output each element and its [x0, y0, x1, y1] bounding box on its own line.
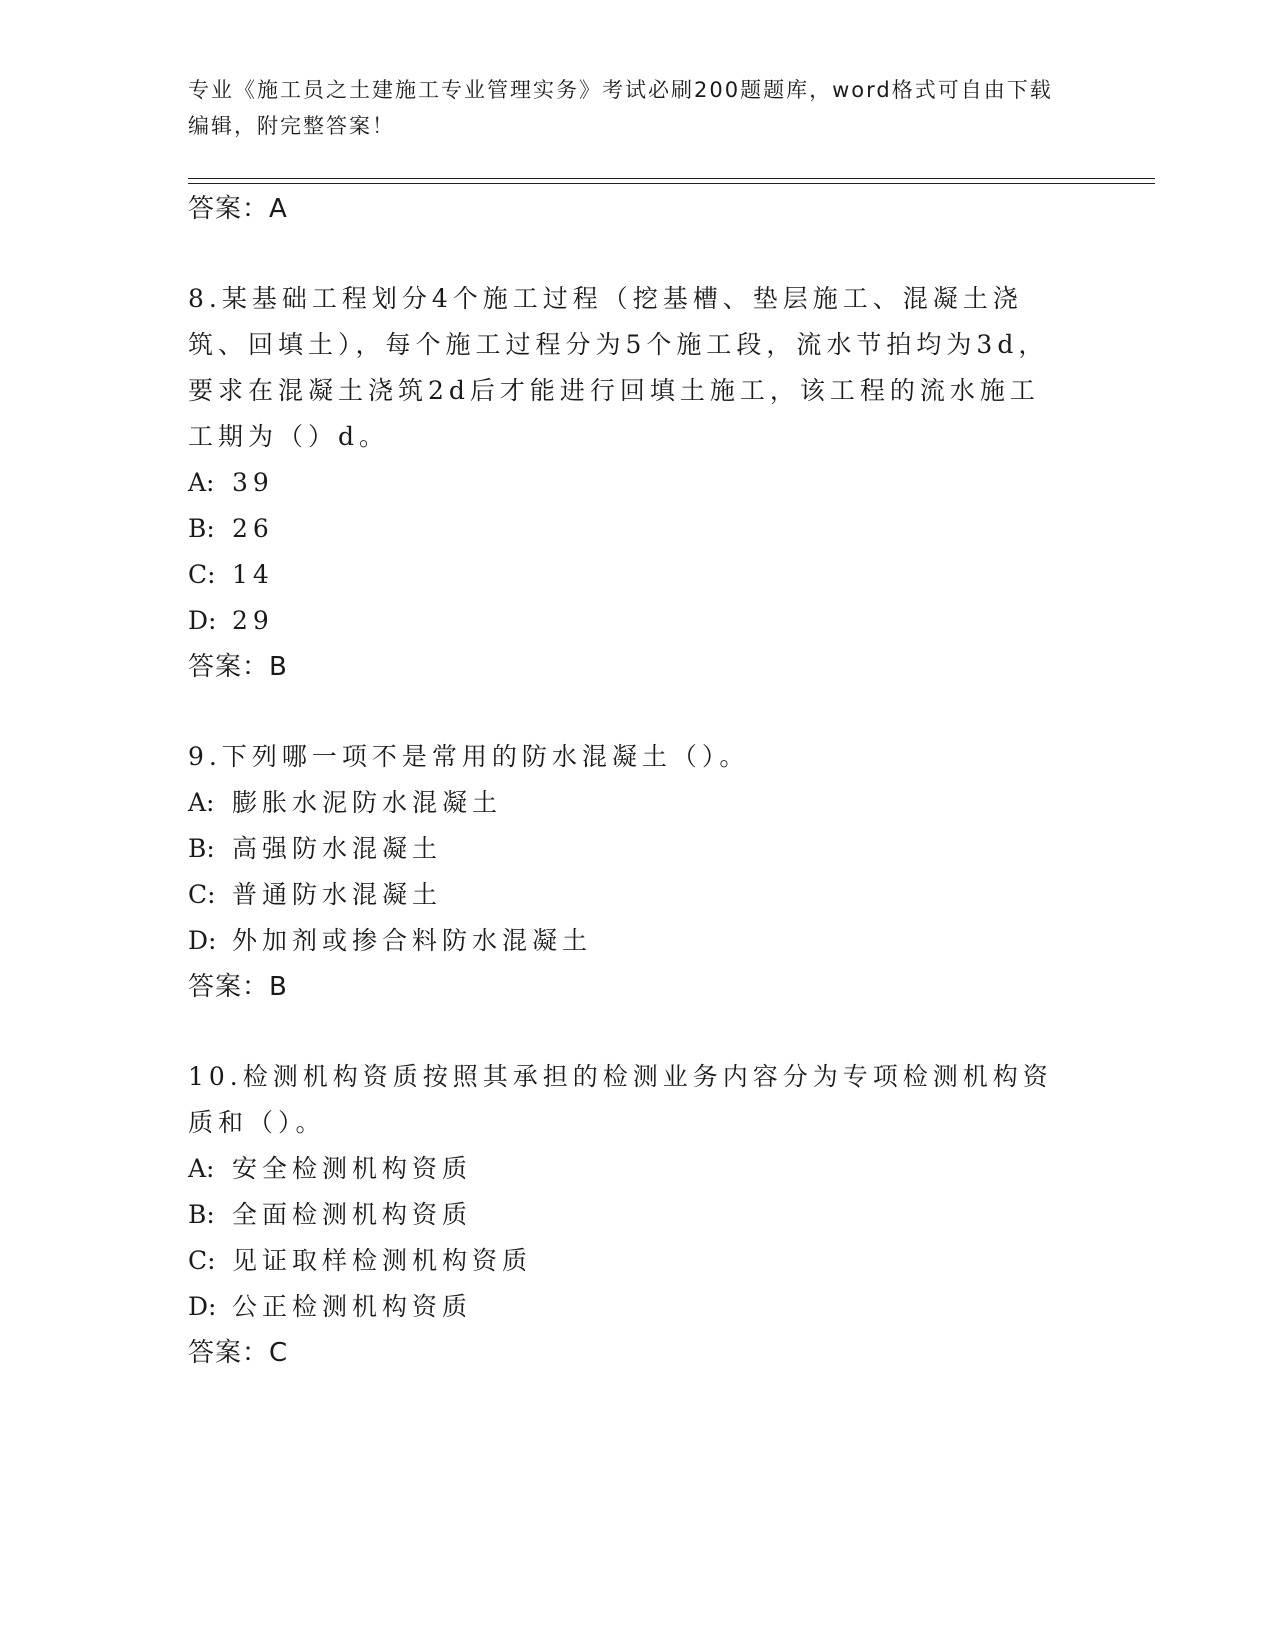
option-key: D:	[188, 606, 217, 635]
question-answer: 答案：C	[188, 1338, 289, 1368]
option-d	[188, 1284, 1088, 1330]
option-c	[188, 1238, 1088, 1284]
option-key: B:	[188, 514, 215, 543]
question-stem: 8.某基础工程划分4个施工过程（挖基槽、垫层施工、混凝土浇筑、回填土），每个施工过程分为5个施工段，流水节拍均为3d，要求在混凝土浇筑2d后才能进行回填土施工，该工程的流水施工工期为（）d。	[188, 284, 1049, 451]
question-9	[188, 734, 1088, 1010]
question-8	[188, 276, 1088, 690]
option-a	[188, 460, 1088, 506]
option-text: 公正检测机构资质	[232, 1292, 473, 1321]
option-text: 膨胀水泥防水混凝土	[232, 788, 503, 817]
option-key: B:	[188, 834, 215, 863]
option-key: A:	[188, 468, 215, 497]
option-key: A:	[188, 788, 215, 817]
option-text: 39	[232, 468, 274, 497]
option-key: A:	[188, 1154, 215, 1183]
previous-answer: 答案：A	[188, 194, 288, 224]
option-text: 外加剂或掺合料防水混凝土	[232, 926, 593, 955]
option-key: D:	[188, 926, 217, 955]
option-key: C:	[188, 880, 216, 909]
option-b	[188, 1192, 1088, 1238]
option-key: C:	[188, 1246, 216, 1275]
option-key: B:	[188, 1200, 215, 1229]
option-d	[188, 918, 1088, 964]
page-header: 专业《施工员之土建施工专业管理实务》考试必刷200题题库，word格式可自由下载编辑，附完整答案！	[188, 78, 1053, 138]
option-text: 普通防水混凝土	[232, 880, 443, 909]
option-text: 14	[232, 560, 274, 589]
option-c	[188, 872, 1088, 918]
option-key: D:	[188, 1292, 217, 1321]
question-10	[188, 1054, 1088, 1376]
option-text: 29	[232, 606, 274, 635]
option-c	[188, 552, 1088, 598]
option-text: 见证取样检测机构资质	[232, 1246, 533, 1275]
option-text: 26	[232, 514, 274, 543]
option-a	[188, 780, 1088, 826]
document-body	[188, 186, 1088, 1376]
option-text: 高强防水混凝土	[232, 834, 443, 863]
question-answer: 答案：B	[188, 972, 288, 1002]
option-d	[188, 598, 1088, 644]
header-divider	[188, 178, 1155, 184]
option-key: C:	[188, 560, 216, 589]
option-text: 全面检测机构资质	[232, 1200, 473, 1229]
option-a	[188, 1146, 1088, 1192]
option-b	[188, 826, 1088, 872]
option-b	[188, 506, 1088, 552]
option-text: 安全检测机构资质	[232, 1154, 473, 1183]
question-answer: 答案：B	[188, 652, 288, 682]
question-stem: 10.检测机构资质按照其承担的检测业务内容分为专项检测机构资质和（）。	[188, 1062, 1053, 1137]
question-stem: 9.下列哪一项不是常用的防水混凝土（）。	[188, 742, 750, 771]
